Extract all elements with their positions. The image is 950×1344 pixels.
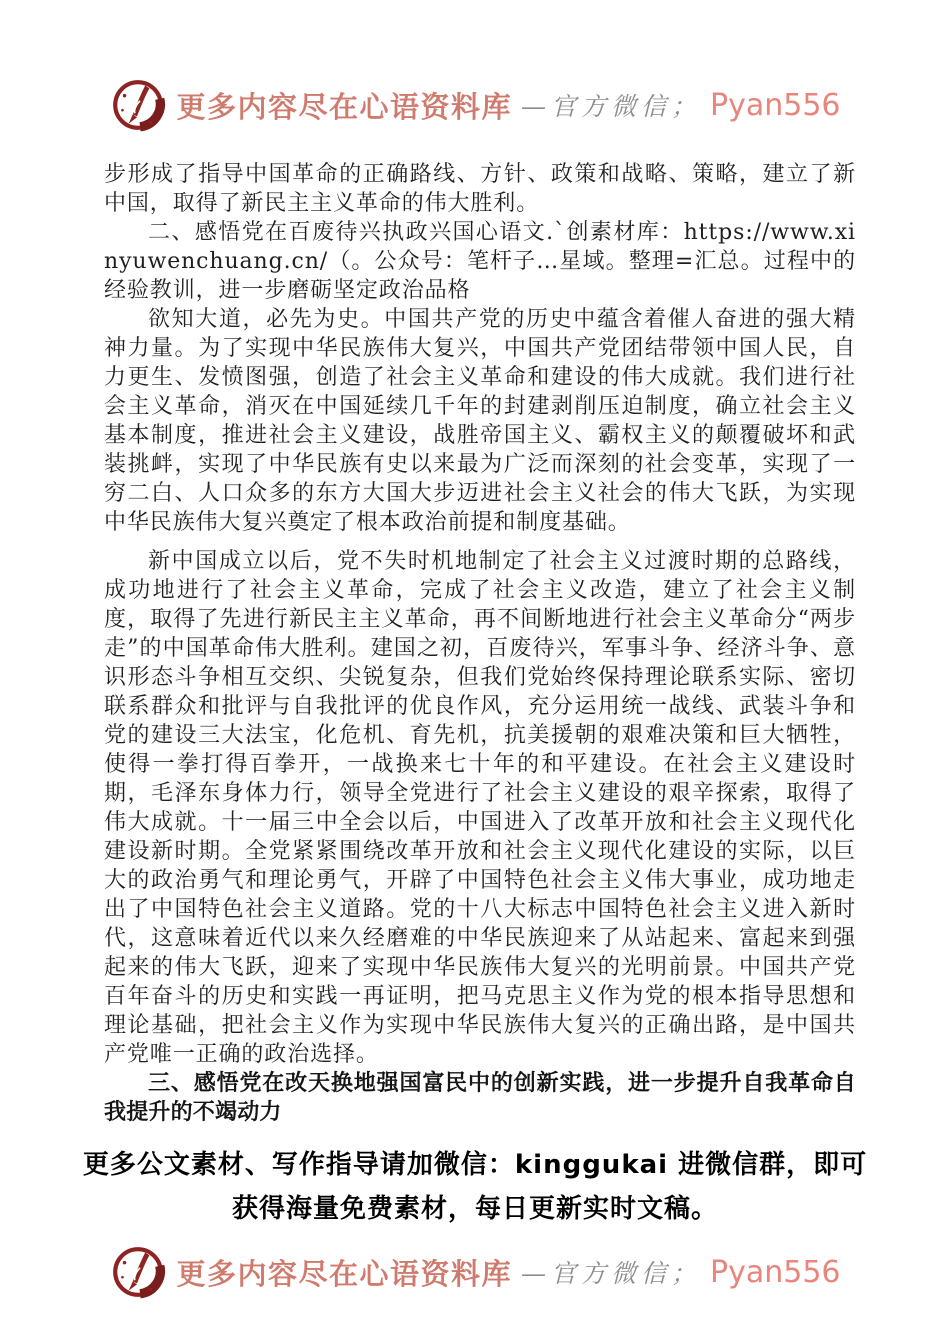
header-brand bbox=[0, 0, 950, 134]
pen-nib-emblem-icon bbox=[109, 76, 167, 134]
promo-note bbox=[0, 1143, 950, 1231]
promo-line-2: 获得海量免费素材，每日更新实时文稿。 bbox=[231, 1194, 718, 1224]
pen-nib-emblem-icon bbox=[109, 1243, 167, 1301]
promo-line-1: 更多公文素材、写作指导请加微信：kinggukai 进微信群，即可 bbox=[82, 1150, 868, 1180]
section-heading: 三、感悟党在改天换地强国富民中的创新实践，进一步提升自我革命自我提升的不竭动力 bbox=[104, 1071, 856, 1125]
paragraph: 二、感悟党在百废待兴执政兴国心语文.`创素材库：https://www.xinyuwenchuang.cn/（。公众号：笔杆子…星域。整理=汇总。过程中的经验教训，进一步磨砺坚定政治品格 bbox=[104, 220, 856, 303]
brand-wechat-account: Pyan556 bbox=[710, 87, 841, 123]
paragraph: 新中国成立以后，党不失时机地制定了社会主义过渡时期的总路线，成功地进行了社会主义革命，完成了社会主义改造，建立了社会主义制度，取得了先进行新民主主义革命，再不间断地进行社会主义革命分“两步走”的中国革命伟大胜利。建国之初，百废待兴，军事斗争、经济斗争、意识形态斗争相互交织、尖锐复杂，但我们党始终保持理论联系实际、密切联系群众和批评与自我批评的优良作风，充分运用统一战线、武装斗争和党的建设三大法宝，化危机、育先机，抗美援朝的艰难决策和巨大牺牲，使得一拳打得百拳开，一战换来七十年的和平建设。在社会主义建设时期，毛泽东身体力行，领导全党进行了社会主义建设的艰辛探索，取得了伟大成就。十一届三中全会以后，中国进入了改革开放和社会主义现代化建设新时期。全党紧紧围绕改革开放和社会主义现代化建设的实际，以巨大的政治勇气和理论勇气，开辟了中国特色社会主义伟大事业，成功地走出了中国特色社会主义道路。党的十八大标志中国特色社会主义进入新时代，这意味着近代以来久经磨难的中华民族迎来了从站起来、富起来到强起来的伟大飞跃，迎来了实现中华民族伟大复兴的光明前景。中国共产党百年奋斗的历史和实践一再证明，把马克思主义作为党的根本指导思想和理论基础，把社会主义作为实现中华民族伟大复兴的正确出路，是中国共产党唯一正确的政治选择。 bbox=[104, 549, 856, 1067]
brand-title: 更多内容尽在心语资料库 bbox=[176, 1256, 512, 1291]
brand-wechat-label: —官方微信； bbox=[520, 92, 701, 121]
brand-wechat-account: Pyan556 bbox=[710, 1254, 841, 1290]
document-body bbox=[104, 160, 856, 1127]
brand-title: 更多内容尽在心语资料库 bbox=[176, 89, 512, 124]
footer-brand bbox=[0, 1243, 950, 1301]
brand-wechat-label: —官方微信； bbox=[520, 1259, 701, 1288]
paragraph: 欲知大道，必先为史。中国共产党的历史中蕴含着催人奋进的强大精神力量。为了实现中华民族伟大复兴，中国共产党团结带领中国人民，自力更生、发愤图强，创造了社会主义革命和建设的伟大成就。我们进行社会主义革命，消灭在中国延续几千年的封建剥削压迫制度，确立社会主义基本制度，推进社会主义建设，战胜帝国主义、霸权主义的颠覆破坏和武装挑衅，实现了中华民族有史以来最为广泛而深刻的社会变革，实现了一穷二白、人口众多的东方大国大步迈进社会主义社会的伟大飞跃，为实现中华民族伟大复兴奠定了根本政治前提和制度基础。 bbox=[104, 307, 856, 535]
paragraph: 步形成了指导中国革命的正确路线、方针、政策和战略、策略，建立了新中国，取得了新民主主义革命的伟大胜利。 bbox=[104, 162, 856, 216]
